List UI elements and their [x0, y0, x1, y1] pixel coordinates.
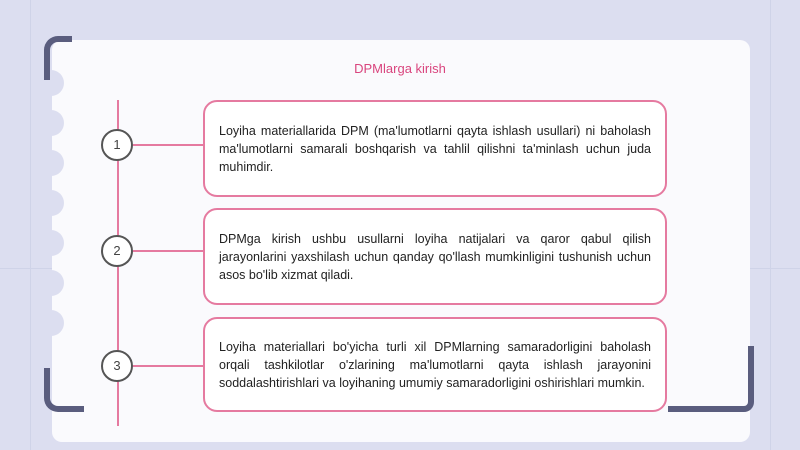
- step-card-3: [203, 317, 667, 412]
- step-connector: [133, 144, 203, 146]
- step-connector: [133, 250, 203, 252]
- step-text: Loyiha materiallarida DPM (ma'lumotlarni qayta ishlash usullari) ni baholash ma'lumotlarni samarali boshqarish va tahlil qilishni ta'minlash uchun juda muhimdir.: [219, 123, 651, 174]
- corner-bracket-top-left: [44, 36, 72, 80]
- binder-hole: [38, 110, 64, 136]
- step-card-1: [203, 100, 667, 197]
- background-line: [30, 0, 31, 450]
- step-card-2: [203, 208, 667, 305]
- binder-hole: [38, 150, 64, 176]
- slide-title: DPMlarga kirish: [354, 61, 446, 76]
- corner-bracket-bottom-left: [44, 368, 84, 412]
- binder-hole: [38, 270, 64, 296]
- step-number-badge: 3: [101, 350, 133, 382]
- step-number-badge: 2: [101, 235, 133, 267]
- binder-hole: [38, 230, 64, 256]
- binder-hole: [38, 190, 64, 216]
- step-text: Loyiha materiallari bo'yicha turli xil DPMlarning samaradorligini baholash orqali tashkilotlar o'zlarining ma'lumotlarni qayta ishlash jarayonini soddalashtirishlari va loyihaning umumiy samaradorligini oshirishlari mumkin.: [219, 339, 651, 390]
- background-line: [770, 0, 771, 450]
- step-number-badge: 1: [101, 129, 133, 161]
- step-connector: [133, 365, 203, 367]
- binder-hole: [38, 310, 64, 336]
- corner-bracket-bottom-right: [668, 346, 754, 412]
- step-text: DPMga kirish ushbu usullarni loyiha natijalari va qaror qabul qilish jarayonlarini yaxshilash uchun qanday qo'llash mumkinligini tushunish uchun asos bo'lib xizmat qiladi.: [219, 231, 651, 282]
